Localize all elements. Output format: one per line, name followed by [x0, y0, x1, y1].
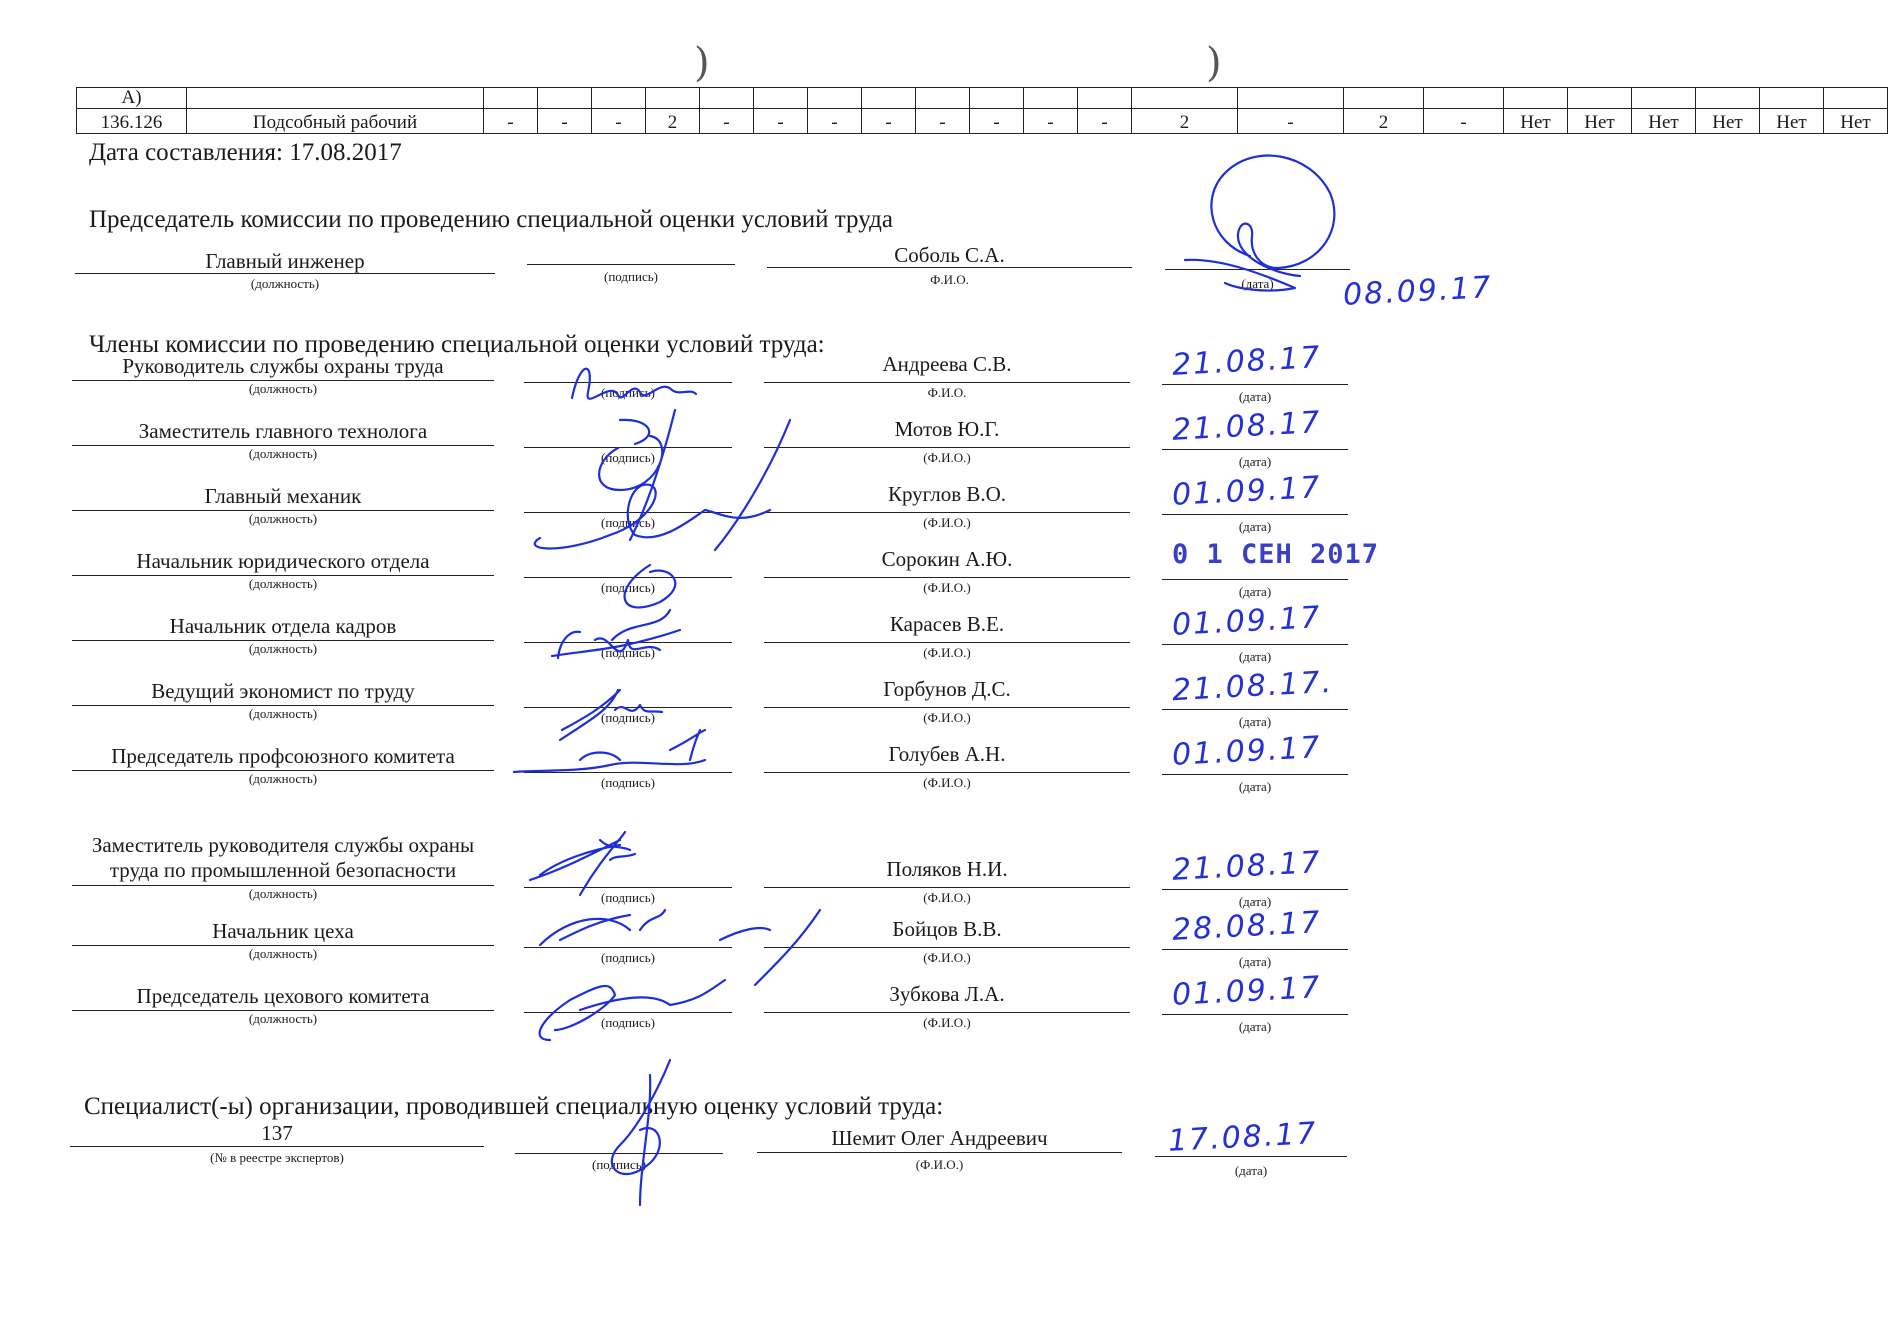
- table-cell: -: [970, 109, 1024, 134]
- signature-caption: (подпись): [601, 385, 655, 400]
- member-date-handwritten: 21.08.17: [1171, 845, 1323, 888]
- table-header-cell: [1024, 88, 1078, 109]
- name-caption: (Ф.И.О.): [923, 890, 971, 905]
- name-caption: (Ф.И.О.): [923, 645, 971, 660]
- table-cell-answer: Нет: [1504, 109, 1568, 134]
- table-cell: -: [916, 109, 970, 134]
- table-header-cell: [484, 88, 538, 109]
- table-header-cell: [1760, 88, 1824, 109]
- table-header-cell: [1568, 88, 1632, 109]
- date-line: [1162, 384, 1348, 385]
- name-caption: Ф.И.О.: [927, 385, 967, 400]
- table-cell-answer: Нет: [1696, 109, 1760, 134]
- member-name: Зубкова Л.А.: [889, 982, 1005, 1006]
- table-cell: -: [808, 109, 862, 134]
- chair-date-handwritten: 08.09.17: [1342, 270, 1494, 313]
- member-position: Председатель профсоюзного комитета: [111, 744, 455, 768]
- name-caption: (Ф.И.О.): [923, 580, 971, 595]
- chair-signature: [1180, 148, 1350, 298]
- date-line: [1162, 514, 1348, 515]
- chair-position: Главный инженер: [205, 249, 365, 273]
- date-line: [1162, 644, 1348, 645]
- date-line: [1162, 449, 1348, 450]
- table-header-cell: [808, 88, 862, 109]
- signature-caption: (подпись): [601, 1015, 655, 1030]
- position-caption: (должность): [248, 641, 318, 656]
- table-cell: -: [700, 109, 754, 134]
- member-row: [0, 539, 1900, 611]
- table-cell: -: [1238, 109, 1344, 134]
- member-row: [0, 405, 1900, 481]
- binder-mark-right: ): [1206, 40, 1222, 86]
- table-header-cell: [1424, 88, 1504, 109]
- registry-number: 137: [261, 1121, 293, 1145]
- name-caption: (Ф.И.О.): [923, 950, 971, 965]
- date-line: [1162, 1014, 1348, 1015]
- table-cell: -: [754, 109, 808, 134]
- position-caption: (должность): [248, 511, 318, 526]
- specialist-date-handwritten: 17.08.17: [1167, 1116, 1319, 1159]
- registry-caption: (№ в реестре экспертов): [210, 1150, 344, 1165]
- member-date-handwritten: 01.09.17: [1171, 600, 1323, 643]
- table-header-cell: [187, 88, 484, 109]
- member-name: Бойцов В.В.: [892, 917, 1002, 941]
- date-caption: (дата): [1238, 779, 1272, 794]
- table-cell-code: 136.126: [77, 109, 187, 134]
- position-caption: (должность): [248, 886, 318, 901]
- member-position: Заместитель главного технолога: [138, 419, 428, 443]
- member-signatures: [500, 340, 860, 1060]
- member-position: Ведущий экономист по труду: [151, 679, 415, 703]
- member-date-handwritten: 01.09.17: [1171, 730, 1323, 773]
- table-header-cell: [754, 88, 808, 109]
- compiled-date: Дата составления: 17.08.2017: [89, 139, 402, 166]
- signature-caption: (подпись): [601, 450, 655, 465]
- table-header-cell: [592, 88, 646, 109]
- chair-name: Соболь С.А.: [894, 243, 1005, 267]
- specialist-name: Шемит Олег Андреевич: [831, 1126, 1048, 1150]
- table-header-cell: [916, 88, 970, 109]
- table-header-cell: [700, 88, 754, 109]
- date-line: [1162, 579, 1348, 580]
- member-date-handwritten: 28.08.17: [1171, 905, 1323, 948]
- table-cell: -: [538, 109, 592, 134]
- name-line: [757, 1152, 1122, 1153]
- name-caption: Ф.И.О.: [930, 272, 969, 287]
- table-header-cell: [862, 88, 916, 109]
- name-caption: (Ф.И.О.): [923, 515, 971, 530]
- member-name: Карасев В.Е.: [889, 612, 1005, 636]
- signature-caption: (подпись): [601, 710, 655, 725]
- name-caption: (Ф.И.О.): [923, 1015, 971, 1030]
- member-row: [0, 808, 1900, 921]
- date-caption: (дата): [1238, 389, 1272, 404]
- assessment-table: [76, 87, 1888, 134]
- member-row: [0, 970, 1900, 1046]
- member-position: Начальник цеха: [212, 919, 354, 943]
- specialist-signature: [600, 1055, 690, 1215]
- member-date-handwritten: 01.09.17: [1171, 970, 1323, 1013]
- name-caption: (Ф.И.О.): [923, 710, 971, 725]
- name-line: [767, 267, 1132, 268]
- table-cell-answer: Нет: [1760, 109, 1824, 134]
- member-name: Поляков Н.И.: [886, 857, 1008, 881]
- member-date-handwritten: 21.08.17: [1171, 405, 1323, 448]
- member-position: Заместитель руководителя службы охраны труда по промышленной безопасности: [91, 833, 475, 882]
- signature-caption: (подпись): [601, 775, 655, 790]
- registry-line: [70, 1146, 484, 1147]
- member-date-handwritten: 21.08.17.: [1171, 664, 1334, 709]
- date-caption: (дата): [1238, 894, 1272, 909]
- member-date-handwritten: 01.09.17: [1171, 470, 1323, 513]
- table-cell-answer: Нет: [1632, 109, 1696, 134]
- date-line: [1162, 774, 1348, 775]
- table-header-cell: [970, 88, 1024, 109]
- signature-line: [527, 264, 735, 265]
- table-header-cell: [1344, 88, 1424, 109]
- member-position: Начальник юридического отдела: [136, 549, 430, 573]
- date-caption: (дата): [1241, 276, 1274, 291]
- table-cell: -: [862, 109, 916, 134]
- specialist-row: [0, 1120, 1900, 1180]
- date-caption: (дата): [1238, 649, 1272, 664]
- date-caption: (дата): [1238, 454, 1272, 469]
- table-header-cell: А): [77, 88, 187, 109]
- table-header-cell: [1824, 88, 1888, 109]
- table-header-cell: [1696, 88, 1760, 109]
- table-row: [77, 109, 1888, 134]
- member-date-stamp: 0 1 СЕН 2017: [1172, 539, 1380, 570]
- member-name: Горбунов Д.С.: [883, 677, 1011, 701]
- name-caption: (Ф.И.О.): [915, 1157, 964, 1172]
- date-line: [1162, 889, 1348, 890]
- member-name: Круглов В.О.: [887, 482, 1007, 506]
- member-position: Начальник отдела кадров: [169, 614, 397, 638]
- member-row: [0, 730, 1900, 806]
- member-date-handwritten: 21.08.17: [1171, 340, 1323, 383]
- binder-mark-left: ): [694, 40, 710, 86]
- members-heading: Члены комиссии по проведению специальной оценки условий труда:: [89, 331, 825, 358]
- member-row: [0, 600, 1900, 676]
- position-caption: (должность): [248, 446, 318, 461]
- date-line: [1162, 949, 1348, 950]
- table-header-cell: [1238, 88, 1344, 109]
- table-header-row: [77, 88, 1888, 109]
- signature-caption: (подпись): [601, 580, 655, 595]
- date-caption: (дата): [1238, 714, 1272, 729]
- signature-caption: (подпись): [601, 890, 655, 905]
- chair-row: [0, 237, 1900, 297]
- member-position: Руководитель службы охраны труда: [122, 354, 444, 378]
- member-row: [0, 905, 1900, 981]
- name-caption: (Ф.И.О.): [923, 450, 971, 465]
- date-caption: (дата): [1238, 1019, 1272, 1034]
- member-position: Председатель цехового комитета: [136, 984, 430, 1008]
- date-caption: (дата): [1234, 1163, 1268, 1178]
- table-cell-answer: Нет: [1824, 109, 1888, 134]
- position-caption: (должность): [248, 706, 318, 721]
- table-cell: -: [592, 109, 646, 134]
- date-caption: (дата): [1238, 584, 1272, 599]
- signature-caption: (подпись): [592, 1157, 646, 1172]
- date-line: [1162, 709, 1348, 710]
- table-cell-name: Подсобный рабочий: [187, 109, 484, 134]
- member-name: Голубев А.Н.: [888, 742, 1006, 766]
- position-caption: (должность): [248, 946, 318, 961]
- member-name: Мотов Ю.Г.: [894, 417, 1000, 441]
- member-name: Андреева С.В.: [882, 352, 1012, 376]
- position-caption: (должность): [248, 576, 318, 591]
- table-cell: -: [1078, 109, 1132, 134]
- chair-heading: Председатель комиссии по проведению специальной оценки условий труда: [89, 206, 893, 233]
- name-caption: (Ф.И.О.): [923, 775, 971, 790]
- table-cell: 2: [1132, 109, 1238, 134]
- position-caption: (должность): [248, 771, 318, 786]
- position-caption: (должность): [250, 276, 320, 291]
- signature-caption: (подпись): [601, 950, 655, 965]
- table-cell: -: [1424, 109, 1504, 134]
- signature-caption: (подпись): [601, 515, 655, 530]
- table-cell: 2: [646, 109, 700, 134]
- table-cell-answer: Нет: [1568, 109, 1632, 134]
- table-header-cell: [1504, 88, 1568, 109]
- table-header-cell: [538, 88, 592, 109]
- member-row: [0, 470, 1900, 546]
- table-header-cell: [646, 88, 700, 109]
- date-caption: (дата): [1238, 954, 1272, 969]
- position-caption: (должность): [248, 381, 318, 396]
- specialist-heading: Специалист(-ы) организации, проводившей специальную оценку условий труда:: [84, 1093, 944, 1120]
- table-cell: 2: [1344, 109, 1424, 134]
- member-name: Сорокин А.Ю.: [881, 547, 1013, 571]
- member-position: Главный механик: [204, 484, 362, 508]
- date-caption: (дата): [1238, 519, 1272, 534]
- table-cell: -: [484, 109, 538, 134]
- position-line: [75, 273, 495, 274]
- table-cell: -: [1024, 109, 1078, 134]
- table-header-cell: [1632, 88, 1696, 109]
- signature-caption: (подпись): [601, 645, 655, 660]
- signature-caption: (подпись): [604, 269, 658, 284]
- table-header-cell: [1132, 88, 1238, 109]
- table-header-cell: [1078, 88, 1132, 109]
- member-row: [0, 664, 1900, 741]
- position-caption: (должность): [248, 1011, 318, 1026]
